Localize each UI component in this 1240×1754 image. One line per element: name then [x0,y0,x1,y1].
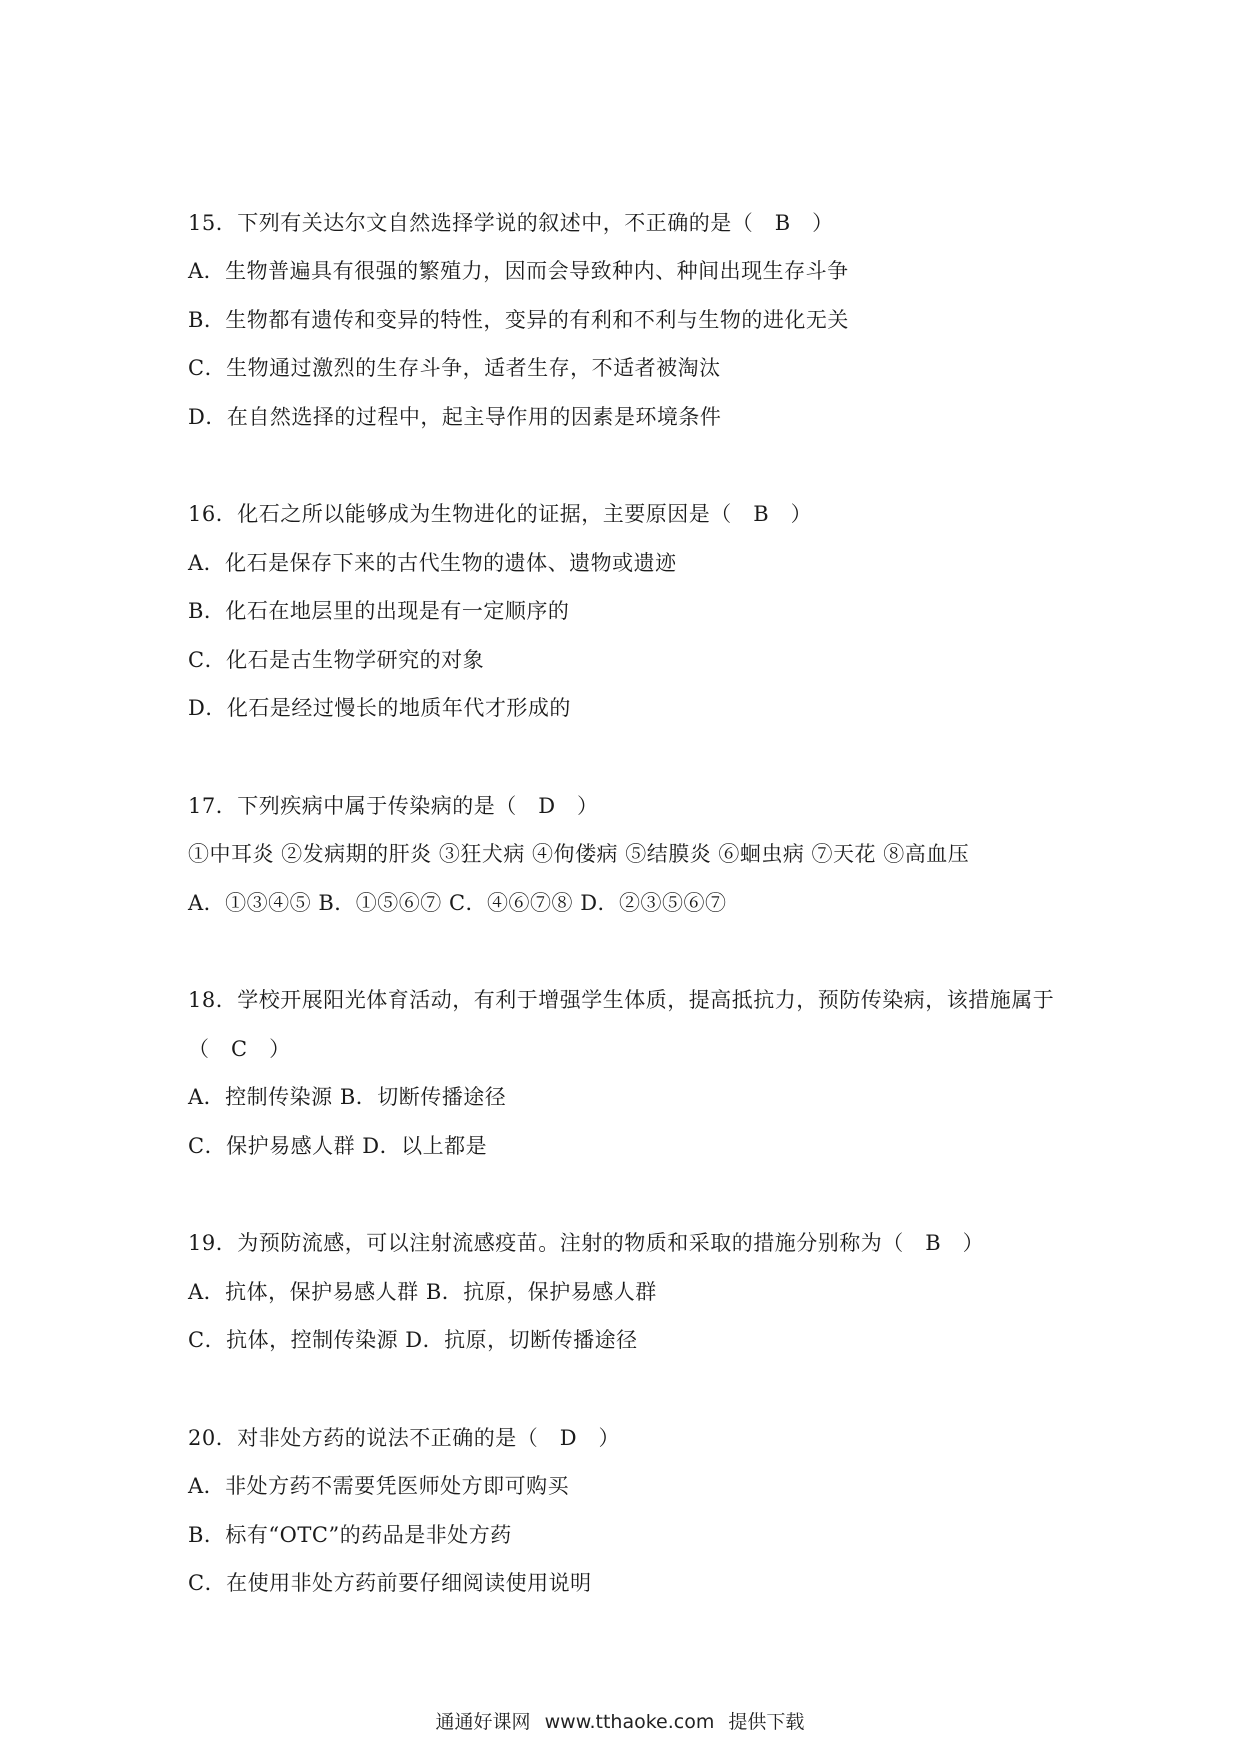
footer-suffix: 提供下载 [728,1711,805,1733]
question-18-options-cd: C．保护易感人群 D．以上都是 [188,1134,488,1158]
question-19-stem: 19．为预防流感，可以注射流感疫苗。注射的物质和采取的措施分别称为（ B ） [188,1231,985,1255]
footer-url[interactable]: www.tthaoke.com [544,1711,715,1733]
question-20-option-c: C．在使用非处方药前要仔细阅读使用说明 [188,1571,592,1595]
question-20-option-b: B．标有“OTC”的药品是非处方药 [188,1523,512,1547]
question-19-options-cd: C．抗体，控制传染源 D．抗原，切断传播途径 [188,1328,638,1352]
question-15-stem: 15．下列有关达尔文自然选择学说的叙述中，不正确的是（ B ） [188,211,834,235]
question-16-stem: 16．化石之所以能够成为生物进化的证据，主要原因是（ B ） [188,502,813,526]
question-16-option-d: D．化石是经过慢长的地质年代才形成的 [188,696,571,720]
question-18-stem: 18．学校开展阳光体育活动，有利于增强学生体质，提高抵抗力，预防传染病，该措施属于 [188,988,1055,1012]
question-16-option-a: A．化石是保存下来的古代生物的遗体、遗物或遗迹 [188,551,677,575]
question-20-stem: 20．对非处方药的说法不正确的是（ D ） [188,1426,621,1450]
page-footer [0,1707,1240,1734]
question-17-options: A．①③④⑤ B．①⑤⑥⑦ C．④⑥⑦⑧ D．②③⑤⑥⑦ [188,891,727,915]
question-15-option-c: C．生物通过激烈的生存斗争，适者生存，不适者被淘汰 [188,356,721,380]
question-15-option-d: D．在自然选择的过程中，起主导作用的因素是环境条件 [188,405,722,429]
question-16-option-b: B．化石在地层里的出现是有一定顺序的 [188,599,570,623]
question-20-option-a: A．非处方药不需要凭医师处方即可购买 [188,1474,570,1498]
footer-site-name: 通通好课网 [435,1711,531,1733]
question-18-options-ab: A．控制传染源 B．切断传播途径 [188,1085,507,1109]
question-15-option-b: B．生物都有遗传和变异的特性，变异的有利和不利与生物的进化无关 [188,308,849,332]
question-16-option-c: C．化石是古生物学研究的对象 [188,648,485,672]
question-18-answer: （ C ） [188,1037,291,1061]
question-17-stem: 17．下列疾病中属于传染病的是（ D ） [188,794,599,818]
question-19-options-ab: A．抗体，保护易感人群 B．抗原，保护易感人群 [188,1280,657,1304]
question-15-option-a: A．生物普遍具有很强的繁殖力，因而会导致种内、种间出现生存斗争 [188,259,849,283]
question-17-items: ①中耳炎 ②发病期的肝炎 ③狂犬病 ④佝偻病 ⑤结膜炎 ⑥蛔虫病 ⑦天花 ⑧高血压 [188,842,970,866]
